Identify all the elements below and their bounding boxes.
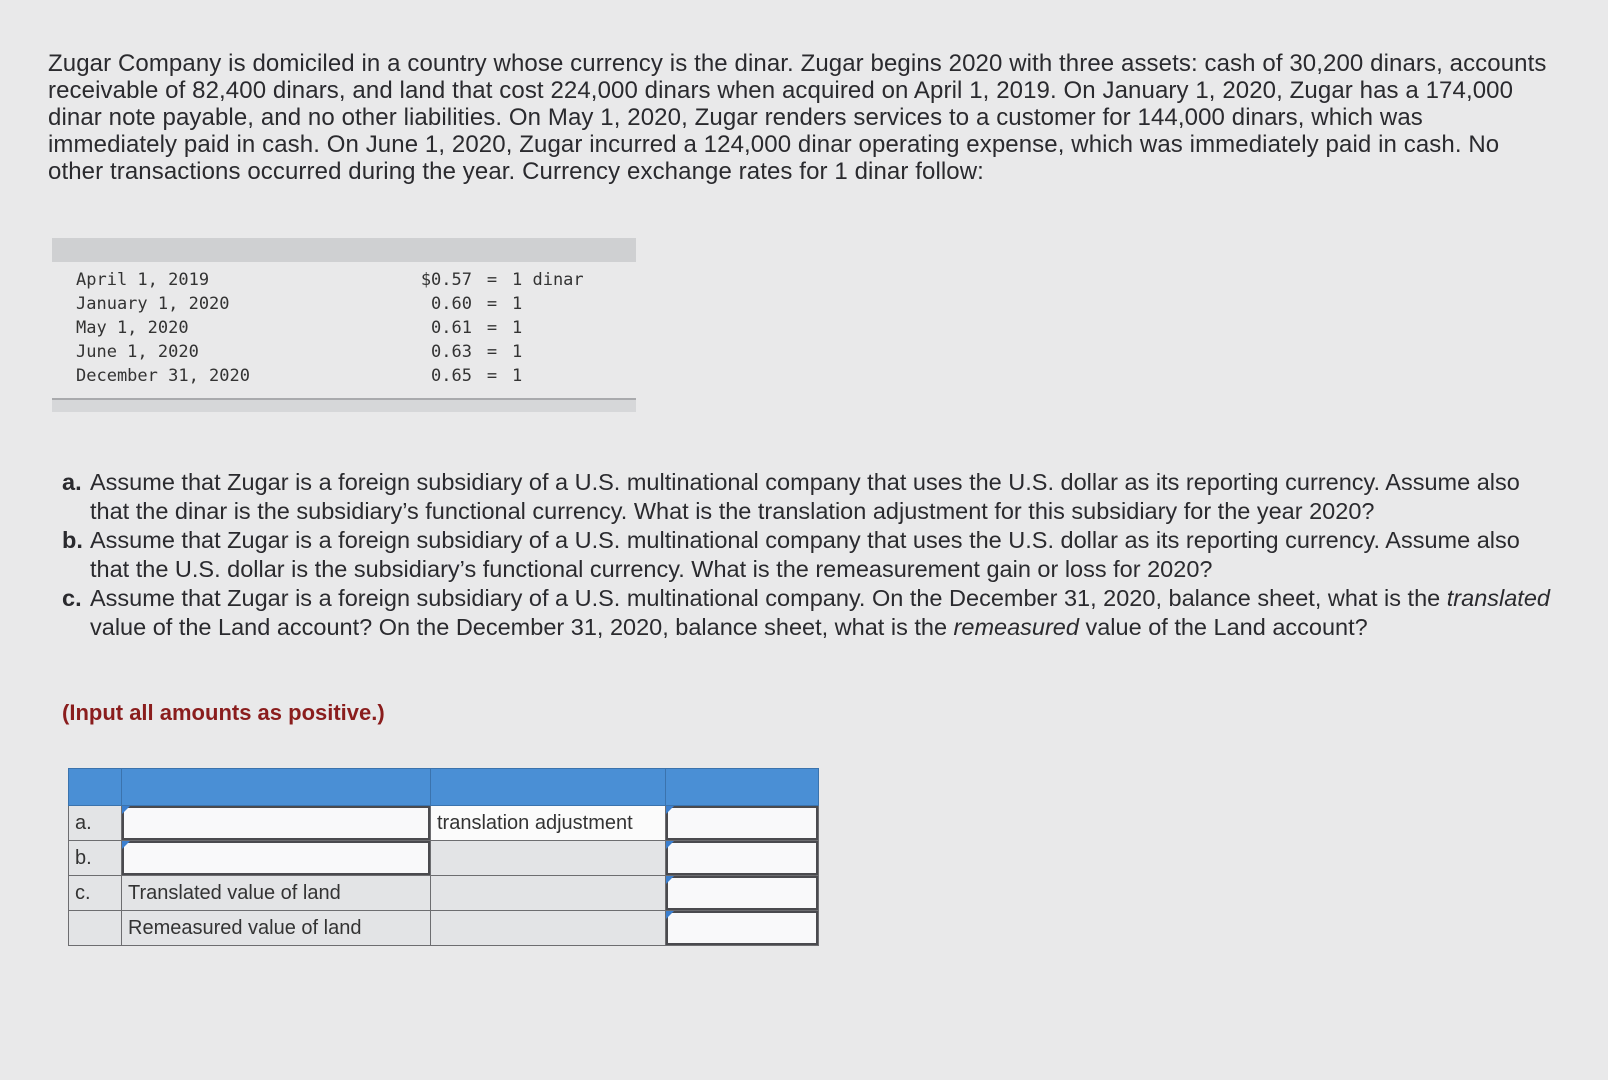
answer-row-c1	[69, 876, 819, 911]
input-marker-icon	[666, 806, 674, 814]
answer-table	[68, 768, 819, 946]
row-a-select-cell	[122, 806, 431, 841]
rate-row	[76, 292, 612, 316]
question-a	[62, 468, 1552, 526]
row-c1-description: Translated value of land	[122, 876, 431, 911]
rate-row	[76, 316, 612, 340]
question-text: Assume that Zugar is a foreign subsidiary of a U.S. multinational company that uses the U.S. dollar as its reporting currency. Assume also that the U.S. dollar is the subsidiary’s functional currency. What is the remeasurement gain or loss for 2020?	[90, 527, 1520, 582]
answer-row-b	[69, 841, 819, 876]
rate-equals: =	[486, 318, 498, 338]
row-b-select-cell	[122, 841, 431, 876]
rate-unit: 1	[512, 366, 523, 386]
dropdown-marker-icon	[122, 806, 130, 814]
row-a-amount-input[interactable]	[666, 806, 818, 840]
row-a-select-input[interactable]	[122, 806, 430, 840]
rates-table-header	[52, 238, 636, 262]
row-label	[69, 911, 122, 946]
header-cell	[431, 769, 666, 806]
rates-grid	[76, 268, 612, 388]
rate-equals: =	[486, 270, 498, 290]
rate-equals: =	[486, 366, 498, 386]
input-marker-icon	[666, 876, 674, 884]
question-list	[62, 468, 1552, 642]
rate-date: December 31, 2020	[76, 366, 250, 386]
question-b	[62, 526, 1552, 584]
question-text-part: value of the Land account? On the December 31, 2020, balance sheet, what is the	[90, 614, 954, 640]
row-c2-description: Remeasured value of land	[122, 911, 431, 946]
row-c2-spacer	[431, 911, 666, 946]
header-cell	[69, 769, 122, 806]
row-c2-amount-cell	[666, 911, 819, 946]
row-b-amount-cell	[666, 841, 819, 876]
question-text-part: Assume that Zugar is a foreign subsidiary of a U.S. multinational company. On the December 31, 2020, balance sheet, what is the	[90, 585, 1447, 611]
question-text: Assume that Zugar is a foreign subsidiary of a U.S. multinational company that uses the U.S. dollar as its reporting currency. Assume also that the dinar is the subsidiary’s functional currency. What is the translation adjustment for this subsidiary for the year 2020?	[90, 469, 1520, 524]
question-text	[90, 584, 1552, 642]
rate-date: May 1, 2020	[76, 318, 189, 338]
row-c1-spacer	[431, 876, 666, 911]
answer-row-c2	[69, 911, 819, 946]
question-letter: b.	[62, 527, 83, 553]
row-b-amount-input[interactable]	[666, 841, 818, 875]
rate-equals: =	[486, 294, 498, 314]
rate-value: $0.57	[420, 270, 472, 290]
rate-date: January 1, 2020	[76, 294, 230, 314]
rate-equals: =	[486, 342, 498, 362]
rates-table-footer	[52, 398, 636, 412]
header-cell	[122, 769, 431, 806]
rate-date: April 1, 2019	[76, 270, 210, 290]
problem-text: Zugar Company is domiciled in a country whose currency is the dinar. Zugar begins 2020 with three assets: cash of 30,200 dinars, accounts receivable of 82,400 dinars, and land that cost 224,000 dinars when acquired on April 1, 2019. On January 1, 2020, Zugar has a 174,000 dinar note payable, and no other liabilities. On May 1, 2020, Zugar renders services to a customer for 144,000 dinars, which was immediately paid in cash. On June 1, 2020, Zugar incurred a 124,000 dinar operating expense, which was immediately paid in cash. No other transactions occurred during the year. Currency exchange rates for 1 dinar follow:	[48, 50, 1547, 185]
answer-table-header	[69, 769, 819, 806]
input-instruction: (Input all amounts as positive.)	[62, 700, 385, 725]
input-marker-icon	[666, 911, 674, 919]
rate-value: 0.63	[431, 342, 472, 362]
row-a-description: translation adjustment	[431, 806, 666, 841]
rate-row	[76, 364, 612, 388]
translated-land-amount-input[interactable]	[666, 876, 818, 910]
question-c	[62, 584, 1552, 642]
emphasis-translated: translated	[1446, 585, 1550, 611]
remeasured-land-amount-input[interactable]	[666, 911, 818, 945]
answer-row-a	[69, 806, 819, 841]
problem-statement	[48, 50, 1548, 185]
row-b-select-input[interactable]	[122, 841, 430, 875]
rate-value: 0.60	[431, 294, 472, 314]
rate-unit: 1	[512, 342, 523, 362]
rate-unit: 1 dinar	[512, 270, 584, 290]
row-label: b.	[69, 841, 122, 876]
rate-row	[76, 268, 612, 292]
rate-value: 0.65	[431, 366, 472, 386]
row-c1-amount-cell	[666, 876, 819, 911]
question-letter: a.	[62, 469, 82, 495]
rate-value: 0.61	[431, 318, 472, 338]
input-marker-icon	[666, 841, 674, 849]
rate-date: June 1, 2020	[76, 342, 199, 362]
rate-unit: 1	[512, 318, 523, 338]
row-label: c.	[69, 876, 122, 911]
rate-row	[76, 340, 612, 364]
header-cell	[666, 769, 819, 806]
exchange-rates-table	[52, 238, 636, 412]
row-a-amount-cell	[666, 806, 819, 841]
row-label: a.	[69, 806, 122, 841]
row-b-description	[431, 841, 666, 876]
question-text-part: value of the Land account?	[1078, 614, 1368, 640]
rate-unit: 1	[512, 294, 523, 314]
emphasis-remeasured: remeasured	[953, 614, 1079, 640]
dropdown-marker-icon	[122, 841, 130, 849]
question-letter: c.	[62, 585, 82, 611]
